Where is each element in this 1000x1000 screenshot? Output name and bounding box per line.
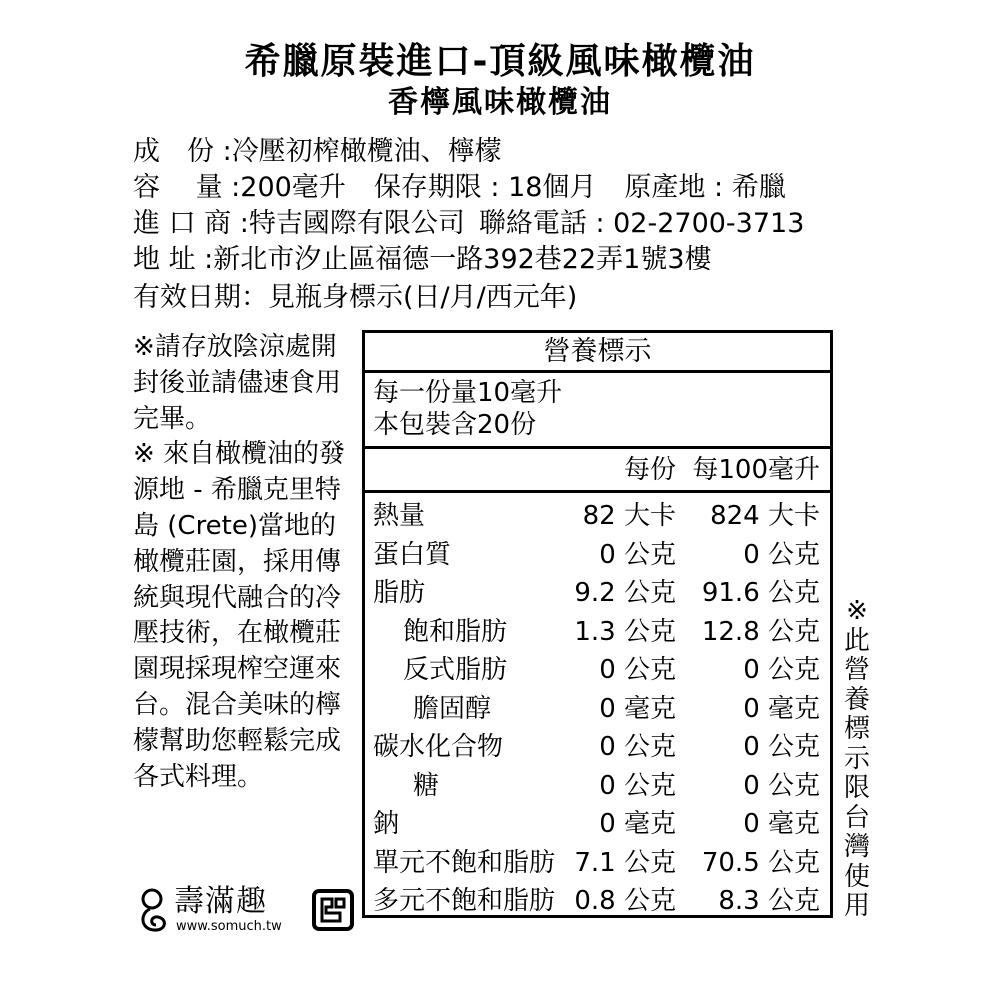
- address-label: 地 址 :: [133, 244, 214, 275]
- per-serving-value: 7.1 公克: [574, 847, 676, 878]
- nutrient-name: 膽固醇: [413, 693, 492, 724]
- per-100ml-value: 70.5 公克: [701, 847, 820, 878]
- col-per-100ml: 每100毫升: [692, 455, 820, 485]
- col-per-serving: 每份: [623, 455, 676, 485]
- phone-value: 02-2700-3713: [613, 208, 805, 239]
- seal-icon: [312, 889, 354, 931]
- phone-label: 聯絡電話 :: [478, 208, 614, 239]
- side-note: [133, 330, 355, 795]
- taiwan-only-note: ※ 此 營 養 標 示 限 台 灣 使 用: [843, 596, 870, 921]
- nutrition-row-fat: [365, 574, 830, 613]
- info-address-row: [133, 242, 893, 278]
- nutrient-name: 飽和脂肪: [403, 616, 508, 647]
- nutrition-row-sodium: [365, 805, 830, 844]
- per-100ml-value: 0 公克: [743, 732, 820, 762]
- per-100ml-value: 0 公克: [743, 655, 820, 685]
- importer-value: 特吉國際有限公司: [248, 208, 465, 239]
- per-100ml-value: 824 大卡: [710, 501, 820, 531]
- shelf-value: 18個月: [508, 172, 597, 203]
- nutrition-column-headers: [365, 449, 830, 493]
- nutrition-row-protein: [365, 536, 830, 575]
- per-serving-value: 0 公克: [599, 770, 676, 801]
- address-value: 新北市汐止區福德一路392巷22弄1號3樓: [213, 244, 712, 275]
- nutrition-rows: [365, 493, 830, 921]
- serving-size: 每一份量10毫升: [373, 378, 563, 408]
- nutrition-row-pufa: [365, 882, 830, 921]
- origin-story: ※ 來自橄欖油的發源地 - 希臘克里特島 (Crete)當地的橄欖莊園，採用傳統與現代融合的冷壓技術，在橄欖莊園現採現榨空運來台。混合美味的檸檬幫助您輕鬆完成各式料理。: [133, 439, 346, 792]
- nutrient-name: 鈉: [373, 809, 400, 839]
- nutrient-name: 單元不飽和脂肪: [373, 847, 556, 878]
- nutrient-name: 糖: [413, 770, 440, 801]
- nutrient-name: 反式脂肪: [403, 655, 508, 685]
- ingredients-value: 冷壓初榨橄欖油、檸檬: [231, 136, 502, 167]
- per-serving-value: 0 公克: [599, 732, 676, 762]
- nutrient-name: 蛋白質: [373, 539, 452, 570]
- nutrition-row-carbohydrate: [365, 728, 830, 767]
- per-serving-value: 0.8 公克: [574, 886, 676, 916]
- nutrient-name: 多元不飽和脂肪: [373, 886, 556, 916]
- volume-value: 200毫升: [240, 172, 346, 203]
- expiry-label: 有效日期：: [133, 282, 268, 313]
- per-serving-value: 82 大卡: [582, 501, 676, 531]
- expiry-value: 見瓶身標示(日/月/西元年): [268, 282, 578, 313]
- nutrient-name: 熱量: [373, 501, 426, 531]
- per-100ml-value: 91.6 公克: [701, 578, 820, 608]
- per-serving-value: 9.2 公克: [574, 578, 676, 608]
- nutrition-row-mufa: [365, 844, 830, 883]
- volume-label: 容 量 :: [133, 172, 241, 203]
- info-importer-row: [133, 206, 893, 242]
- nutrition-row-energy: [365, 497, 830, 536]
- storage-note: ※請存放陰涼處開封後並請儘速食用完畢。: [133, 332, 342, 434]
- info-ingredients: [133, 134, 893, 170]
- per-100ml-value: 0 公克: [743, 539, 820, 570]
- nutrient-name: 脂肪: [373, 578, 426, 608]
- logo-swirl-icon: [136, 885, 172, 935]
- per-100ml-value: 0 毫克: [743, 809, 820, 839]
- shelf-label: 保存期限 :: [373, 172, 509, 203]
- nutrition-row-sugar: [365, 767, 830, 806]
- per-100ml-value: 12.8 公克: [701, 616, 820, 647]
- product-title: 希臘原裝進口-頂級風味橄欖油: [244, 41, 756, 82]
- origin-value: 希臘: [731, 172, 786, 203]
- per-serving-value: 0 公克: [599, 539, 676, 570]
- per-serving-value: 0 公克: [599, 655, 676, 685]
- per-100ml-value: 0 毫克: [743, 693, 820, 724]
- nutrition-heading: 營養標示: [365, 333, 830, 373]
- nutrition-panel: [362, 330, 833, 918]
- nutrition-row-trans-fat: [365, 651, 830, 690]
- per-100ml-value: 0 公克: [743, 770, 820, 801]
- nutrition-row-cholesterol: [365, 690, 830, 729]
- serving-info: [365, 373, 830, 449]
- logo-brand-text: 壽滿趣: [174, 884, 267, 919]
- per-100ml-value: 8.3 公克: [718, 886, 820, 916]
- per-serving-value: 1.3 公克: [574, 616, 676, 647]
- product-subtitle: 香檸風味橄欖油: [388, 85, 612, 120]
- origin-label: 原產地 :: [624, 172, 732, 203]
- somuch-logo: [136, 885, 356, 937]
- importer-label: 進 口 商 :: [133, 208, 249, 239]
- info-volume-row: [133, 170, 893, 206]
- per-serving-value: 0 毫克: [599, 693, 676, 724]
- servings-per-pack: 本包裝含20份: [373, 410, 537, 440]
- ingredients-label: 成 份 :: [133, 136, 232, 167]
- per-serving-value: 0 毫克: [599, 809, 676, 839]
- info-expiry-row: [133, 280, 893, 316]
- nutrient-name: 碳水化合物: [373, 732, 504, 762]
- nutrition-row-saturated-fat: [365, 613, 830, 652]
- logo-url: www.somuch.tw: [176, 919, 282, 934]
